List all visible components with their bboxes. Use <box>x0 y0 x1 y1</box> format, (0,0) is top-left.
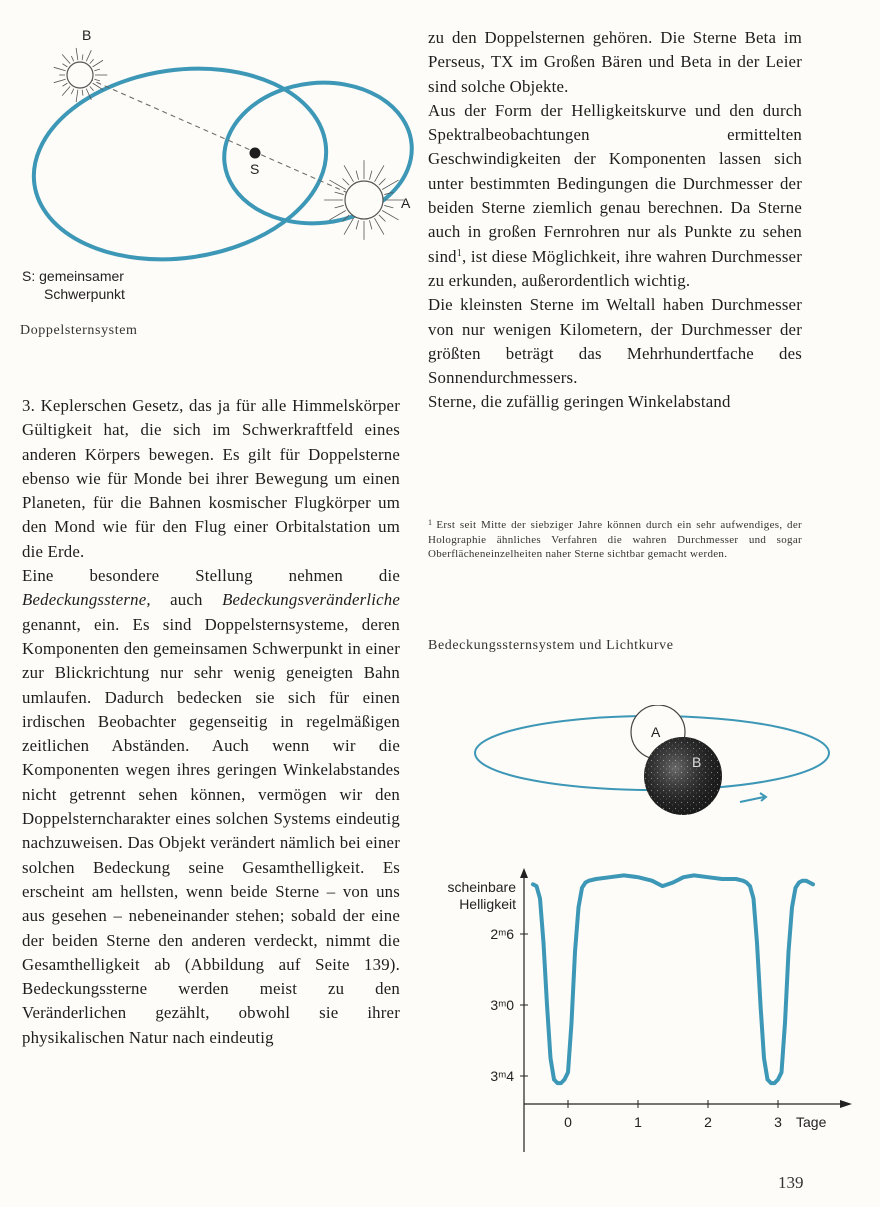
footnote-ref: 1 <box>456 247 462 259</box>
y-label-line-2: Helligkeit <box>459 896 516 912</box>
label-s: S <box>250 161 260 177</box>
star-ray <box>384 205 393 207</box>
star-ray <box>356 171 358 180</box>
star-ray <box>90 86 94 90</box>
star-ray <box>343 179 350 186</box>
star-a-icon <box>324 160 404 240</box>
star-ray <box>54 67 66 70</box>
star-ray <box>335 205 344 207</box>
star-ray <box>93 83 103 90</box>
term-bedeckungsveraenderliche: Bedeckungsveränderliche <box>222 590 400 610</box>
eclipse-caption: Bedeckungssternsystem und Lichtkurve <box>428 638 674 653</box>
star-ray <box>76 48 78 60</box>
paragraph-2 <box>22 564 400 1050</box>
x-label: Tage <box>796 1114 827 1130</box>
term-bedeckungssterne: Bedeckungssterne, <box>22 590 151 610</box>
paragraph-1: 3. Keplerschen Gesetz, das ja für alle Himmelskörper Gültigkeit hat, die sich im Schwerkraftfeld eines anderen Körpers bewegen. Es gilt für Doppelsterne ebenso wie für Monde bei ihrer Bewegung um einen Planeten, für die Bahnen kosmischer Flugkörper um den Mond wie für den Flug einer Orbitalstation um die Erde. <box>22 396 400 561</box>
p2-start: Eine besondere Stellung nehmen die <box>22 566 400 586</box>
star-ray <box>71 89 73 94</box>
star-ray <box>94 69 100 71</box>
legend-line-1: S: gemeinsamer <box>22 268 124 284</box>
star-ray <box>82 54 83 60</box>
paragraph-4 <box>428 99 802 293</box>
star-disc <box>345 181 383 219</box>
star-ray <box>382 211 398 220</box>
x-tick-label: 3 <box>774 1114 782 1130</box>
connecting-line <box>80 75 364 200</box>
axis-ticks <box>490 926 782 1130</box>
star-ray <box>94 79 100 81</box>
p2-end: genannt, ein. Es sind Doppelsternsysteme, deren Komponenten den gemeinsamen Schwerpunkt in einer zur Blickrichtung nur sehr wenig geneigten Bahn umlaufen. Dadurch bedecken sie sich für einen irdischen Beobachter gegenseitig in regelmäßigen zeitlichen Abständen. Auch wenn wir die Komponenten wegen ihres geringen Winkelabstandes nicht getrennt sehen können, vermögen wir den Doppelsterncharakter eines solchen Systems eindeutig nachzuweisen. Das Objekt verändert nämlich bei einer solchen Bedeckung seine Gesamthelligkeit. Es erscheint am hellsten, wenn beide Sterne – von uns aus gesehen – nebeneinander stehen; sobald der eine der beiden Sterne den anderen verdeckt, nimmt die Gesamthelligkeit ab (Abbildung auf Seite 139). Bedeckungssterne werden meist zu den Veränderlichen gezählt, obwohl sie ihrer physikalischen Natur nach eindeutig <box>22 614 400 1047</box>
star-ray <box>62 54 70 63</box>
paragraph-3: zu den Doppelsternen gehören. Die Sterne Beta im Perseus, TX im Großen Bären und Beta in der Leier sind solche Objekte. <box>428 28 802 96</box>
star-ray <box>375 165 384 181</box>
barycenter-dot <box>250 148 261 159</box>
footnote-mark: 1 <box>428 518 433 527</box>
diagram-legend <box>22 267 125 303</box>
footnote-text: Erst seit Mitte der siebziger Jahre können durch ein sehr aufwendiges, der Holographie ähnliches Verfahren die wahren Durchmesser und sogar Oberflächeneinzelheiten naher Sterne sichtbar gemacht werden. <box>428 519 802 560</box>
motion-arrow-icon <box>740 797 764 802</box>
p4-after-note: , ist diese Möglichkeit, ihre wahren Durchmesser zu erkunden, außerordentlich wichtig. <box>428 246 802 290</box>
x-axis-arrow-icon <box>840 1100 852 1108</box>
eclipse-label-a: A <box>651 724 661 740</box>
star-ray <box>379 179 386 186</box>
p4-before-note: Aus der Form der Helligkeitskurve und den durch Spektralbeobachtungen ermittelten Geschwindigkeiten der Komponenten lassen sich unter bestimmten Bedingungen die Durchmesser der beiden Sterne ziemlich genau berechnen. Da Sterne auch in großen Fernrohren nur als Punkte zu sehen sind <box>428 100 802 266</box>
y-tick-label: 2ᵐ6 <box>490 926 514 942</box>
star-ray <box>379 215 386 222</box>
right-column-text <box>428 26 802 415</box>
star-ray <box>76 90 78 102</box>
star-ray <box>54 79 66 82</box>
orbit-star-a <box>217 74 418 233</box>
star-ray <box>86 50 91 61</box>
x-tick-label: 2 <box>704 1114 712 1130</box>
y-tick-label: 3ᵐ0 <box>490 997 514 1013</box>
star-ray <box>369 220 371 229</box>
star-ray <box>63 83 68 86</box>
page-number: 139 <box>778 1173 804 1192</box>
legend-line-2: Schwerpunkt <box>44 286 125 302</box>
x-tick-label: 1 <box>634 1114 642 1130</box>
label-a: A <box>401 195 411 211</box>
paragraph-6: Sterne, die zufällig geringen Winkelabstand <box>428 392 731 412</box>
star-ray <box>369 171 371 180</box>
star-disc <box>67 62 93 88</box>
star-b-highlight <box>644 737 722 815</box>
star-ray <box>356 220 358 229</box>
p2-mid: auch <box>150 590 223 610</box>
y-axis-arrow-icon <box>520 868 528 878</box>
star-ray <box>344 165 353 181</box>
x-tick-label: 0 <box>564 1114 572 1130</box>
star-ray <box>335 192 344 194</box>
y-tick-label: 3ᵐ4 <box>490 1068 514 1084</box>
paragraph-5: Die kleinsten Sterne im Weltall haben Durchmesser von nur wenigen Kilometern, der Durchmesser der größten beträgt das Mehrhundertfache des Sonnendurchmessers. <box>428 295 802 388</box>
diagram-caption: Doppelsternsystem <box>20 323 138 338</box>
binary-star-diagram <box>18 20 418 270</box>
orbit-star-b <box>21 50 338 270</box>
star-ray <box>375 218 384 234</box>
footnote <box>428 516 802 562</box>
star-ray <box>82 90 83 96</box>
eclipse-label-b: B <box>692 754 702 770</box>
y-label-line-1: scheinbare <box>447 879 516 895</box>
star-ray <box>63 64 68 67</box>
light-curve-line <box>533 875 813 1083</box>
light-curve-chart <box>420 860 860 1160</box>
star-ray <box>62 86 70 95</box>
eclipse-diagram <box>470 705 830 835</box>
star-ray <box>71 56 73 61</box>
label-b: B <box>82 27 92 43</box>
star-ray <box>90 59 94 63</box>
left-column-text <box>22 394 400 1050</box>
star-ray <box>93 60 103 67</box>
